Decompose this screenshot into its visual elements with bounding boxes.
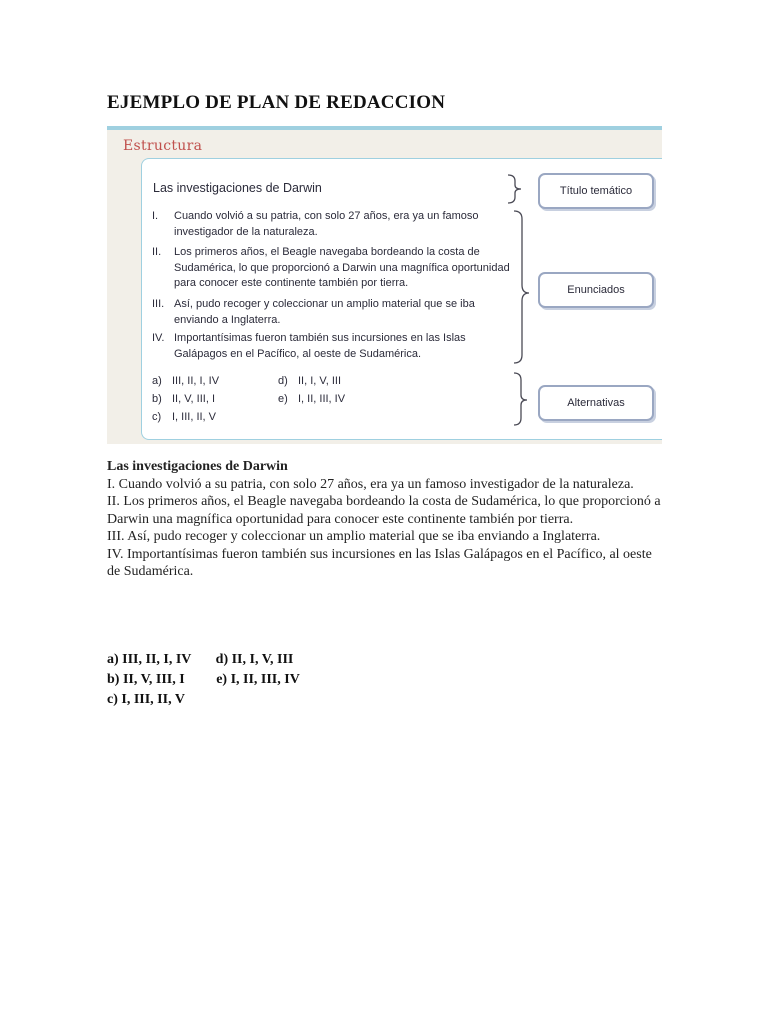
- paragraph: III. Así, pudo recoger y coleccionar un amplio material que se iba enviando a Inglaterra.: [107, 529, 601, 544]
- alternatives-label-box: Alternativas: [538, 385, 654, 421]
- alternative-letter: c): [152, 411, 162, 423]
- figure-heading: Estructura: [123, 138, 203, 154]
- figure-top-stripe: [107, 126, 662, 130]
- statement-number: I.: [152, 210, 159, 222]
- statements-label-box: Enunciados: [538, 272, 654, 308]
- body-text: [107, 458, 662, 581]
- paragraph: I. Cuando volvió a su patria, con solo 27 años, era ya un famoso investigador de la naturaleza.: [107, 476, 634, 492]
- figure-text-title: Las investigaciones de Darwin: [153, 181, 322, 195]
- statement-text: Así, pudo recoger y coleccionar un amplio material que se iba enviando a Inglaterra.: [174, 298, 475, 326]
- statement-number: IV.: [152, 332, 165, 344]
- alternative-value: I, II, III, IV: [298, 393, 346, 405]
- braces: [142, 159, 542, 439]
- answer-alternatives: [107, 650, 300, 710]
- alternative-value: III, II, I, IV: [172, 375, 220, 387]
- paragraph: II. Los primeros años, el Beagle navegaba bordeando la costa de Sudamérica, lo que proporcionó a Darwin una magnífica oportunidad para conocer este continente también por tierra.: [107, 494, 661, 527]
- figure-panel: [141, 158, 662, 440]
- alternative-value: I, III, II, V: [172, 411, 217, 423]
- alternative-letter: a): [152, 375, 162, 387]
- alternative-letter: b): [152, 393, 162, 405]
- statement-number: II.: [152, 246, 162, 258]
- alternative-letter: e): [278, 393, 288, 405]
- title-label-box: Título temático: [538, 173, 654, 209]
- brace-title: [508, 175, 521, 203]
- alternative-letter: d): [278, 375, 288, 387]
- statement-number: III.: [152, 298, 165, 310]
- alternatives-line: a) III, II, I, IV d) II, I, V, III: [107, 652, 294, 667]
- text-heading: Las investigaciones de Darwin: [107, 459, 288, 474]
- statement-text: Cuando volvió a su patria, con solo 27 años, era ya un famoso investigador de la naturaleza.: [174, 210, 479, 238]
- alternatives-line: b) II, V, III, I e) I, II, III, IV: [107, 672, 300, 687]
- statement-text: Los primeros años, el Beagle navegaba bordeando la costa de Sudamérica, lo que proporcionó a Darwin una magnífica oportunidad para conocer este continente también por tierra.: [174, 246, 510, 289]
- brace-statements: [514, 211, 529, 363]
- alternatives-line: c) I, III, II, V: [107, 692, 185, 707]
- alternative-value: II, I, V, III: [298, 375, 342, 387]
- brace-alternatives: [514, 373, 527, 425]
- page-title: EJEMPLO DE PLAN DE REDACCION: [107, 92, 446, 113]
- paragraph: IV. Importantísimas fueron también sus incursiones en las Islas Galápagos en el Pacífico, al oeste de Sudamérica.: [107, 546, 652, 579]
- alternative-value: II, V, III, I: [172, 393, 216, 405]
- structure-figure: [107, 126, 662, 444]
- statement-text: Importantísimas fueron también sus incursiones en las Islas Galápagos en el Pacífico, al oeste de Sudamérica.: [174, 332, 466, 360]
